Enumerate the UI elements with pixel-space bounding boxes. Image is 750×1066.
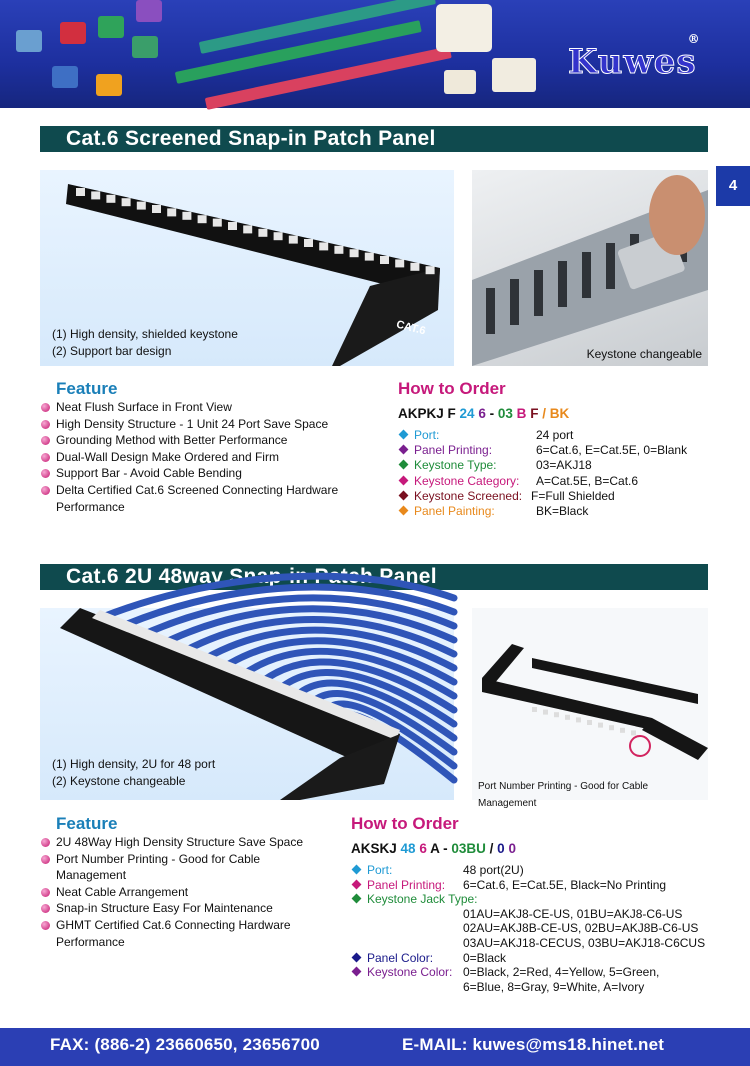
order-heading: How to Order <box>351 814 459 833</box>
port-slot <box>426 266 435 274</box>
spec-row: Port: 48 port(2U) <box>351 863 731 878</box>
port-slot <box>532 707 537 712</box>
keystone-slot <box>510 279 519 325</box>
order-spec-list <box>351 863 731 994</box>
photo-caption: Port Number Printing - Good for Cable Management <box>478 781 649 809</box>
keystone-image <box>492 58 536 92</box>
feature-item: Delta Certified Cat.6 Screened Connecting Hardware Performance <box>41 482 371 515</box>
order-code: AKSKJ 48 6 A - 03BU / 0 0 <box>351 841 516 856</box>
port-slot <box>350 249 359 257</box>
keystone-slot <box>558 261 567 307</box>
feature-item: Port Number Printing - Good for Cable Management <box>41 851 331 884</box>
spec-row: Panel Printing: 6=Cat.6, E=Cat.5E, Black=No Printing <box>351 878 731 893</box>
port-slot <box>304 239 313 247</box>
panel-rear-illustration <box>472 608 708 800</box>
section-title: Cat.6 2U 48way Snap-in Patch Panel <box>66 565 437 588</box>
feature-item: Dual-Wall Design Make Ordered and Firm <box>41 449 371 466</box>
product-photo <box>472 170 708 366</box>
port-slot <box>91 191 100 199</box>
port-slot <box>609 725 614 730</box>
header-banner <box>0 0 750 108</box>
product-photo <box>472 608 708 809</box>
port-slot <box>543 710 548 715</box>
port-slot <box>319 242 328 250</box>
section-title-bar <box>40 126 708 152</box>
port-slot <box>182 212 191 220</box>
spec-row: 03AU=AKJ18-CECUS, 03BU=AKJ18-C6CUS <box>463 935 706 950</box>
keystone-image <box>436 4 492 52</box>
feature-heading: Feature <box>56 379 118 398</box>
keystone-image <box>136 0 162 22</box>
keystone-image <box>52 66 78 88</box>
product-photo <box>40 608 454 800</box>
port-slot <box>576 717 581 722</box>
port-slot <box>620 728 625 733</box>
spec-row: 6=Blue, 8=Gray, 9=White, A=Ivory <box>463 979 645 994</box>
port-slot <box>228 222 237 230</box>
port-slot <box>631 730 636 735</box>
port-slot <box>258 229 267 237</box>
keystone-image <box>98 16 124 38</box>
keystone-image <box>132 36 158 58</box>
feature-item: GHMT Certified Cat.6 Connecting Hardware Performance <box>41 917 331 950</box>
spec-row: Keystone Type: 03=AKJ18 <box>398 458 718 473</box>
keystone-insertion-illustration <box>472 170 708 366</box>
spec-row: Keystone Jack Type: <box>351 892 731 907</box>
port-slot <box>152 205 161 213</box>
keystone-slot <box>606 243 615 289</box>
port-slot <box>198 215 207 223</box>
feature-heading: Feature <box>56 814 118 833</box>
port-slot <box>122 198 131 206</box>
port-slot <box>213 219 222 227</box>
keystone-slot <box>486 288 495 334</box>
page-number-tab: 4 <box>716 166 750 206</box>
photo-caption: (1) High density, 2U for 48 port <box>52 757 216 771</box>
photo-caption: (2) Keystone changeable <box>52 774 186 788</box>
spec-row: 01AU=AKJ8-CE-US, 01BU=AKJ8-C6-US <box>463 906 683 921</box>
feature-item: Grounding Method with Better Performance <box>41 432 371 449</box>
port-slot <box>274 232 283 240</box>
keystone-image <box>444 70 476 94</box>
photo-caption: (2) Support bar design <box>52 344 172 358</box>
port-slot <box>380 256 389 264</box>
spec-row: Panel Painting: BK=Black <box>398 504 718 519</box>
port-slot <box>410 263 419 271</box>
keystone-image <box>60 22 86 44</box>
company-logo: Kuwes ® <box>568 32 701 82</box>
feature-item: Neat Cable Arrangement <box>41 884 331 901</box>
feature-item: 2U 48Way High Density Structure Save Space <box>41 834 331 851</box>
section-title: Cat.6 Screened Snap-in Patch Panel <box>66 127 436 150</box>
spec-row: Keystone Category: A=Cat.5E, B=Cat.6 <box>398 474 718 489</box>
port-slot <box>565 715 570 720</box>
port-slot <box>243 225 252 233</box>
feature-item: Neat Flush Surface in Front View <box>41 399 371 416</box>
port-slot <box>289 236 298 244</box>
order-code: AKPKJ F 24 6 - 03 B F / BK <box>398 406 570 421</box>
order-spec-list <box>398 428 718 519</box>
port-slot <box>167 208 176 216</box>
port-slot <box>106 195 115 203</box>
port-slot <box>587 720 592 725</box>
panel-label: CAT.6 <box>394 318 427 338</box>
photo-caption: Keystone changeable <box>586 347 702 361</box>
spec-row: Keystone Color: 0=Black, 2=Red, 4=Yellow, 5=Green, <box>351 965 731 980</box>
patch-panel-image <box>205 46 452 110</box>
port-slot <box>334 246 343 254</box>
spec-row: 02AU=AKJ8B-CE-US, 02BU=AKJ8B-C6-US <box>463 921 699 936</box>
spec-row: Port: 24 port <box>398 428 718 443</box>
product-photo <box>40 170 454 366</box>
feature-item: High Density Structure - 1 Unit 24 Port Save Space <box>41 416 371 433</box>
footer-bar <box>0 1028 750 1066</box>
order-heading: How to Order <box>398 379 506 398</box>
keystone-image <box>16 30 42 52</box>
spec-row: Panel Color: 0=Black <box>351 951 731 966</box>
photo-caption: (1) High density, shielded keystone <box>52 327 238 341</box>
port-slot <box>554 712 559 717</box>
keystone-image <box>96 74 122 96</box>
port-slot <box>137 202 146 210</box>
keystone-slot <box>534 270 543 316</box>
port-slot <box>598 723 603 728</box>
port-slot <box>395 259 404 267</box>
spec-row: Panel Printing: 6=Cat.6, E=Cat.5E, 0=Blank <box>398 443 718 458</box>
port-slot <box>76 188 85 196</box>
email-address[interactable]: E-MAIL: kuwes@ms18.hinet.net <box>402 1035 665 1054</box>
fax-number: FAX: (886-2) 23660650, 23656700 <box>50 1035 320 1054</box>
feature-item: Support Bar - Avoid Cable Bending <box>41 465 371 482</box>
spec-row: Keystone Screened: F=Full Shielded <box>398 489 718 504</box>
port-slot <box>365 253 374 261</box>
feature-list <box>41 399 371 515</box>
feature-item: Snap-in Structure Easy For Maintenance <box>41 900 331 917</box>
keystone-slot <box>582 252 591 298</box>
feature-list <box>41 834 331 950</box>
